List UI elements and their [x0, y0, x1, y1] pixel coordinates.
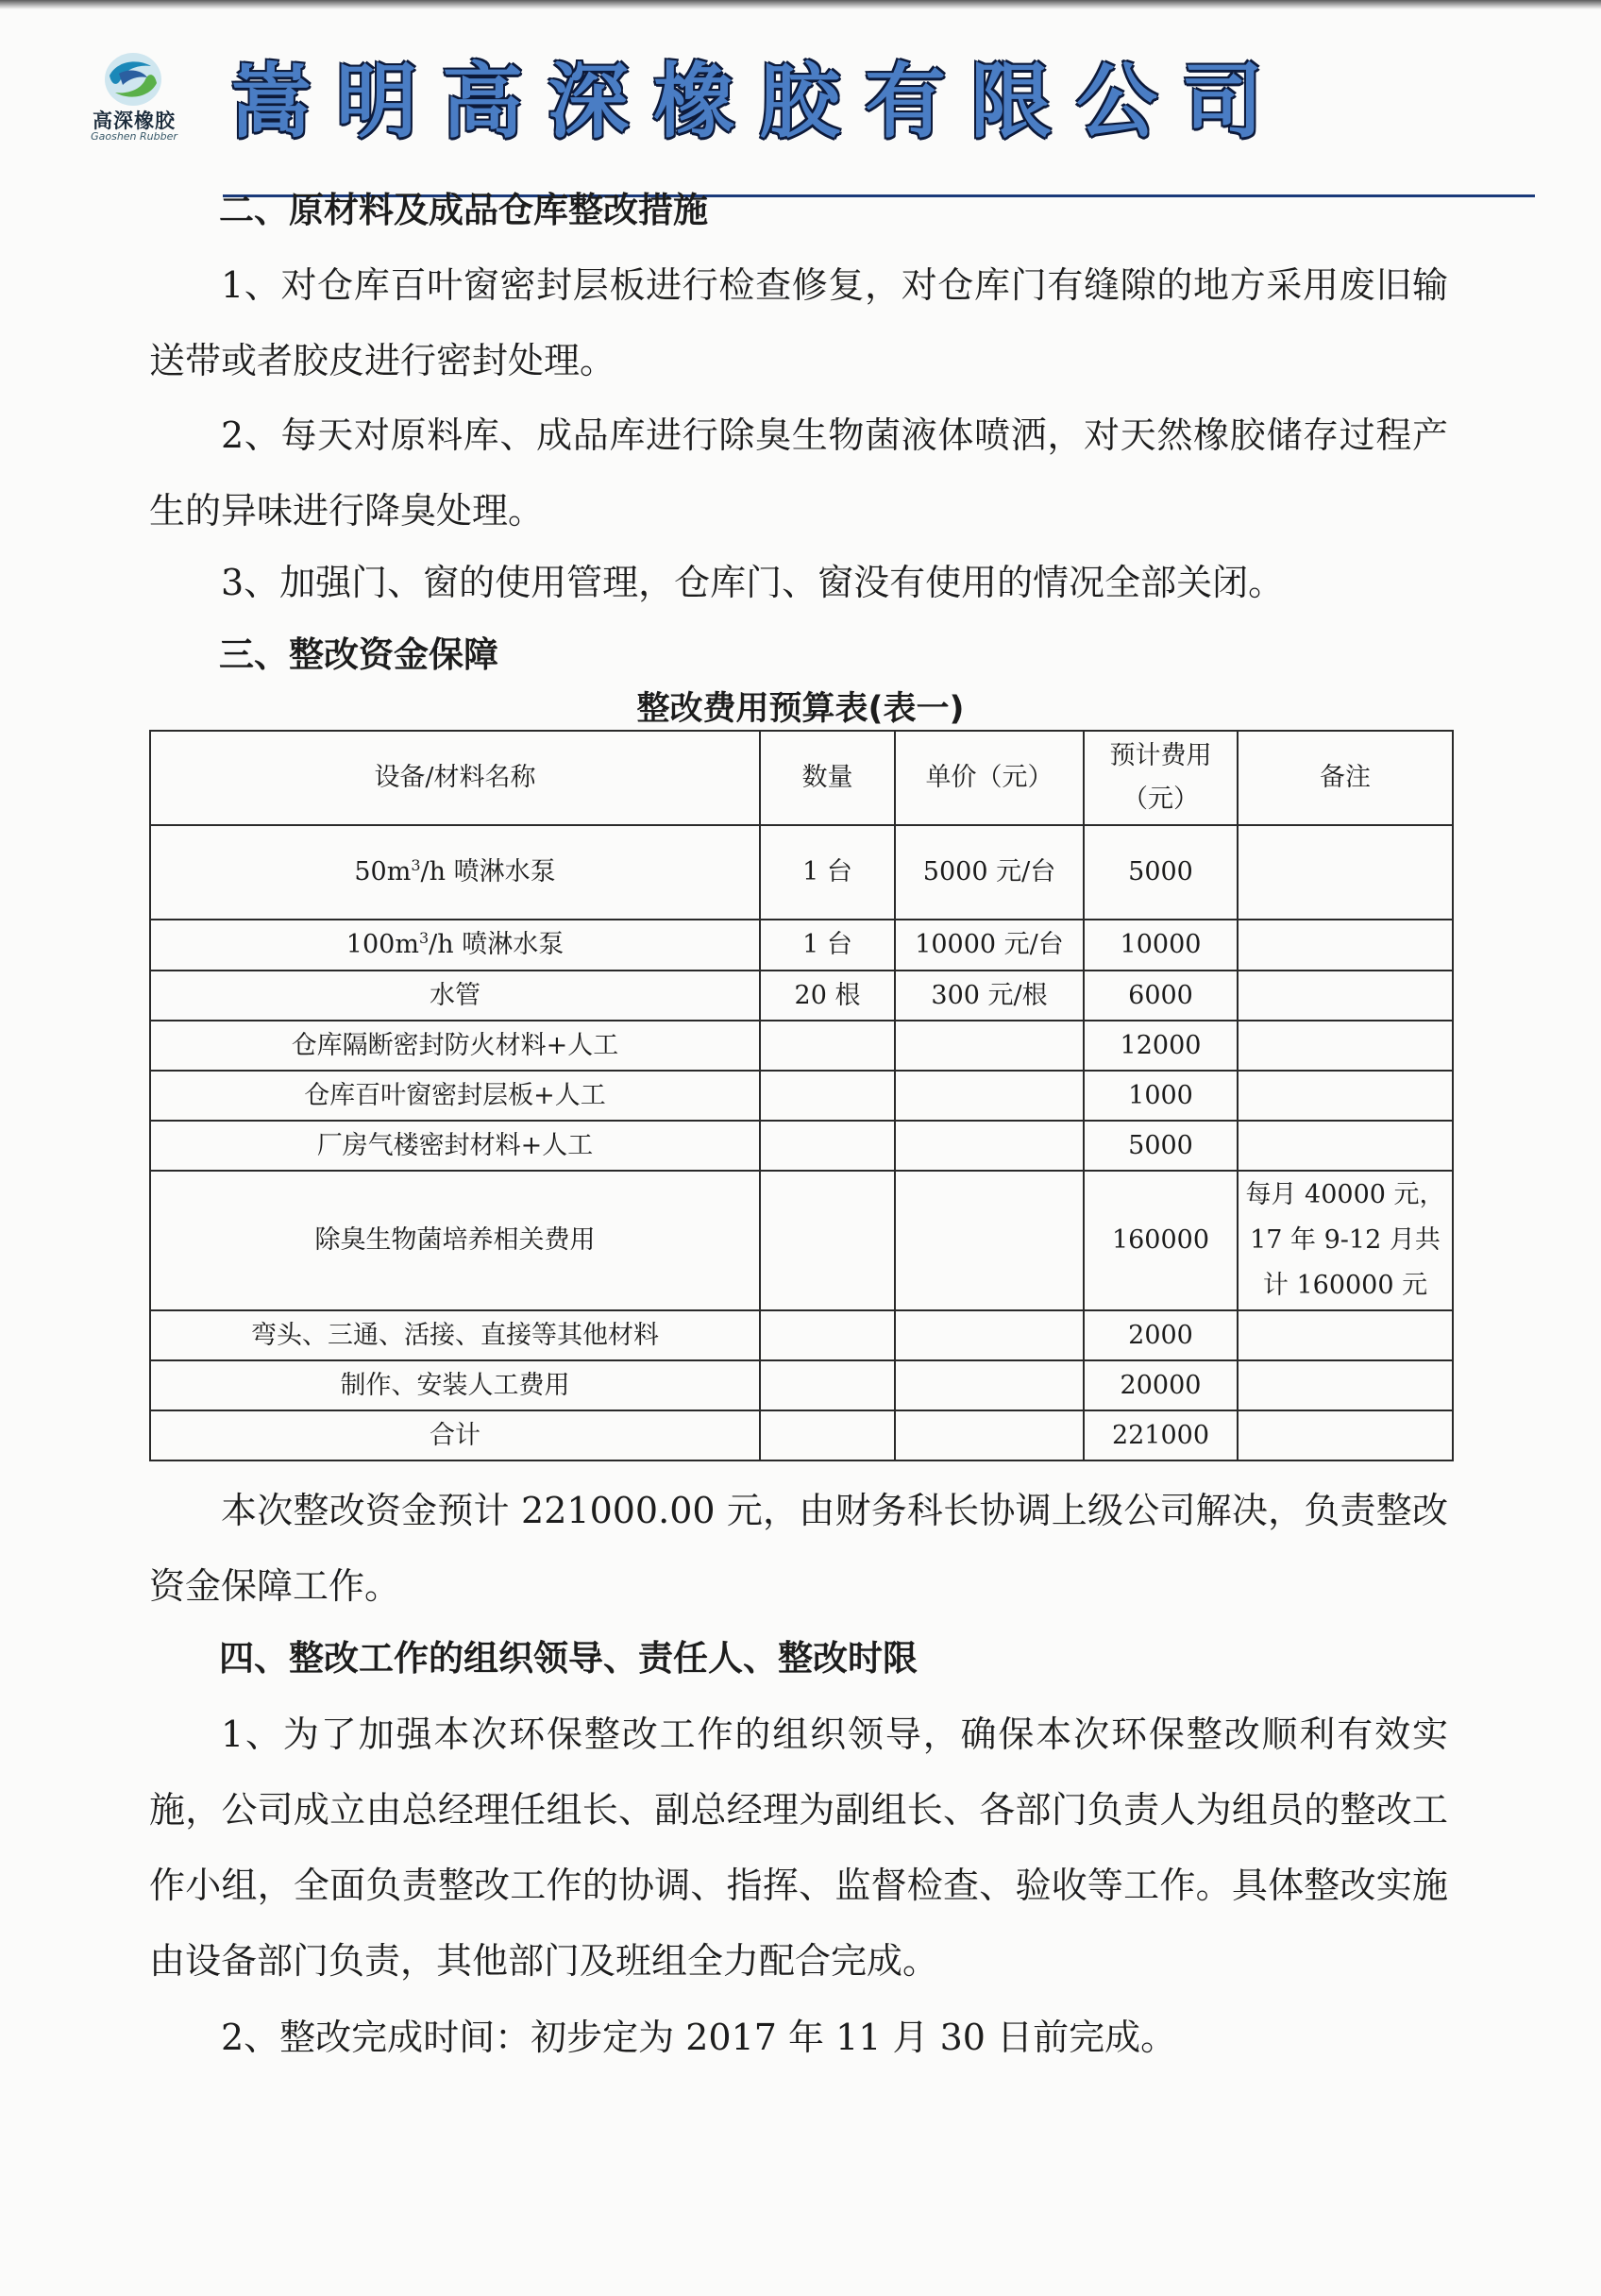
cell-qty: 20 根: [760, 971, 895, 1021]
cell-cost: 5000: [1084, 825, 1238, 920]
cell-name: 弯头、三通、活接、直接等其他材料: [150, 1310, 760, 1360]
table-row: [150, 1121, 1453, 1171]
cell-name: [150, 920, 760, 971]
cell-name-suffix: /h 喷淋水泵: [420, 857, 556, 886]
cell-name-prefix: 100m: [345, 930, 419, 959]
total-note: [1238, 1410, 1453, 1460]
cell-qty: 1 台: [760, 825, 895, 920]
funding-paragraph: 本次整改资金预计 221000.00 元，由财务科长协调上级公司解决，负责整改资金保障工作。: [149, 1490, 1448, 1607]
table-title: 整改费用预算表(表一): [636, 690, 965, 728]
col-header-cost-line1: 预计费用: [1109, 741, 1212, 770]
cell-name-suffix: /h 喷淋水泵: [429, 930, 565, 959]
cell-qty: [760, 1071, 895, 1121]
col-header-qty: 数量: [760, 731, 895, 825]
budget-table: [149, 730, 1454, 1461]
page-top-edge: [0, 0, 1601, 9]
section2-item3: 3、加强门、窗的使用管理，仓库门、窗没有使用的情况全部关闭。: [221, 562, 1285, 603]
table-row: [150, 1310, 1453, 1360]
cell-name-prefix: 50m: [354, 857, 412, 886]
section4-heading: 四、整改工作的组织领导、责任人、整改时限: [219, 1638, 918, 1679]
col-header-cost: [1084, 731, 1238, 825]
table-row: [150, 1021, 1453, 1071]
table-row: [150, 1171, 1453, 1310]
cell-note: [1238, 971, 1453, 1021]
letterhead: [72, 47, 1488, 160]
cell-note: 每月 40000 元，17 年 9-12 月共计 160000 元: [1238, 1171, 1453, 1310]
company-name: 嵩明高深橡胶有限公司: [230, 55, 1288, 149]
cell-qty: [760, 1171, 895, 1310]
cell-name: [150, 825, 760, 920]
total-label: 合计: [150, 1410, 760, 1460]
cell-price: [895, 1071, 1084, 1121]
cell-name: 除臭生物菌培养相关费用: [150, 1171, 760, 1310]
cell-price: [895, 1360, 1084, 1410]
total-qty: [760, 1410, 895, 1460]
col-header-cost-line2: （元）: [1122, 785, 1199, 814]
cell-cost: 5000: [1084, 1121, 1238, 1171]
table-row: [150, 825, 1453, 920]
cell-cost: 160000: [1084, 1171, 1238, 1310]
cell-qty: [760, 1121, 895, 1171]
cell-name: 水管: [150, 971, 760, 1021]
section4-item2: 2、整改完成时间：初步定为 2017 年 11 月 30 日前完成。: [221, 2017, 1177, 2058]
table-total-row: [150, 1410, 1453, 1460]
cell-cost: 10000: [1084, 920, 1238, 971]
cell-note: [1238, 1310, 1453, 1360]
section2-item1: 1、对仓库百叶窗密封层板进行检查修复，对仓库门有缝隙的地方采用废旧输送带或者胶皮进行密封处理。: [149, 264, 1448, 381]
cell-cost: 1000: [1084, 1071, 1238, 1121]
cell-name: 制作、安装人工费用: [150, 1360, 760, 1410]
cell-note: [1238, 1071, 1453, 1121]
cell-cost: 6000: [1084, 971, 1238, 1021]
cell-qty: 1 台: [760, 920, 895, 971]
cell-name-sup: 3: [411, 856, 421, 874]
logo-text-english: Gaoshen Rubber: [91, 130, 177, 143]
cell-note: [1238, 1021, 1453, 1071]
section2-heading: 二、原材料及成品仓库整改措施: [219, 190, 708, 230]
cell-price: [895, 1171, 1084, 1310]
cell-qty: [760, 1021, 895, 1071]
cell-qty: [760, 1360, 895, 1410]
cell-cost: 2000: [1084, 1310, 1238, 1360]
cell-note: [1238, 1360, 1453, 1410]
cell-price: [895, 1021, 1084, 1071]
table-row: [150, 971, 1453, 1021]
table-row: [150, 1360, 1453, 1410]
cell-note: [1238, 1121, 1453, 1171]
cell-cost: 20000: [1084, 1360, 1238, 1410]
col-header-name: 设备/材料名称: [150, 731, 760, 825]
section3-heading: 三、整改资金保障: [219, 634, 498, 675]
table-row: [150, 920, 1453, 971]
cell-price: 5000 元/台: [895, 825, 1084, 920]
total-cost: 221000: [1084, 1410, 1238, 1460]
logo-text-chinese: 高深橡胶: [93, 110, 176, 132]
section2-item2: 2、每天对原料库、成品库进行除臭生物菌液体喷洒，对天然橡胶储存过程产生的异味进行降臭处理。: [149, 414, 1448, 532]
cell-name: 仓库百叶窗密封层板+人工: [150, 1071, 760, 1121]
col-header-price: 单价（元）: [895, 731, 1084, 825]
cell-name-sup: 3: [418, 929, 430, 947]
cell-price: [895, 1121, 1084, 1171]
cell-price: 300 元/根: [895, 971, 1084, 1021]
col-header-note: 备注: [1238, 731, 1453, 825]
cell-price: [895, 1310, 1084, 1360]
cell-qty: [760, 1310, 895, 1360]
cell-note: [1238, 920, 1453, 971]
section4-item1: 1、为了加强本次环保整改工作的组织领导，确保本次环保整改顺利有效实施，公司成立由总经理任组长、副总经理为副组长、各部门负责人为组员的整改工作小组，全面负责整改工作的协调、指挥、监督检查、验收等工作。具体整改实施由设备部门负责，其他部门及班组全力配合完成。: [149, 1714, 1448, 1982]
cell-name: 厂房气楼密封材料+人工: [150, 1121, 760, 1171]
cell-note: [1238, 825, 1453, 920]
total-price: [895, 1410, 1084, 1460]
cell-price: 10000 元/台: [895, 920, 1084, 971]
table-header-row: [150, 731, 1453, 825]
cell-name: 仓库隔断密封防火材料+人工: [150, 1021, 760, 1071]
cell-cost: 12000: [1084, 1021, 1238, 1071]
table-row: [150, 1071, 1453, 1121]
